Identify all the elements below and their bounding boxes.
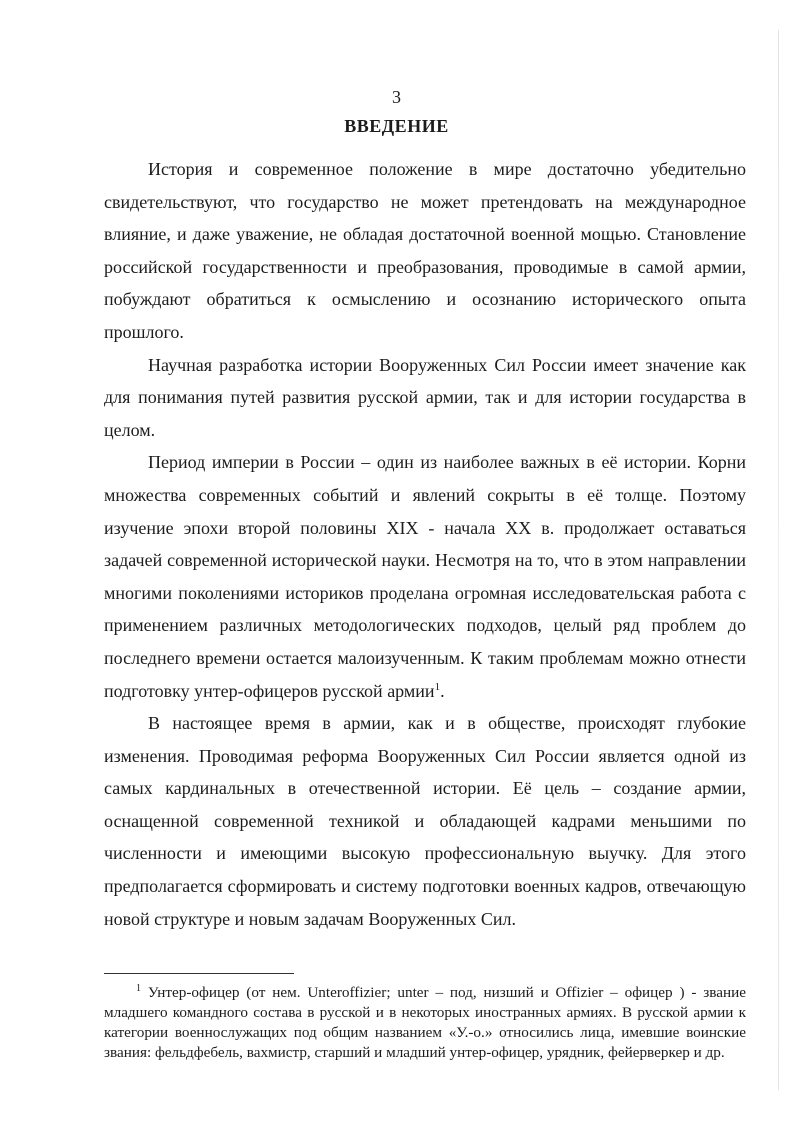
paragraph-2-text: Научная разработка истории Вооруженных Сил России имеет значение как для понимания путей развития русской армии, так и для истории государства в целом. [104, 354, 746, 440]
paragraph-3-text: Период империи в России – один из наиболее важных в её истории. Корни множества современных событий и явлений сокрыты в её толще. Поэтому изучение эпохи второй половины XIX - начала XX в. продолжает оставаться задачей современной исторической науки. Несмотря на то, что в этом направлении многими поколениями историков проделана огромная исследовательская работа с применением различных методологических подходов, целый ряд проблем до последнего времени остается малоизученным. К таким проблемам можно отнести подготовку унтер-офицеров русской армии [104, 452, 746, 701]
paragraph-1 [104, 153, 746, 349]
page-number: 3 [392, 87, 401, 107]
footnote-divider [104, 973, 294, 974]
section-heading: ВВЕДЕНИЕ [344, 116, 449, 136]
paragraph-2 [104, 349, 746, 447]
scan-edge-line [778, 30, 779, 1090]
body-text [104, 153, 746, 935]
footnote-reference: 1 [434, 680, 441, 693]
paragraph-3-tail: . [440, 680, 445, 701]
footnote [104, 983, 746, 1063]
footnote-text: Унтер-офицер (от нем. Unteroffizier; unter – под, низший и Offizier – офицер ) - звание младшего командного состава в русской и в некоторых иностранных армиях. В русской армии к категории военнослужащих под общим названием «У.-о.» относились лица, имевшие воинские звания: фельдфебель, вахмистр, старший и младший унтер-офицер, урядник, фейерверкер и др. [104, 984, 746, 1061]
footnote-marker: 1 [136, 983, 141, 994]
paragraph-4-text: В настоящее время в армии, как и в обществе, происходят глубокие изменения. Проводимая реформа Вооруженных Сил России является одной из самых кардинальных в отечественной истории. Её цель – создание армии, оснащенной современной техникой и обладающей кадрами меньшими по численности и имеющими высокую профессиональную выучку. Для этого предполагается сформировать и систему подготовки военных кадров, отвечающую новой структуре и новым задачам Вооруженных Сил. [104, 713, 746, 929]
paragraph-1-text: История и современное положение в мире достаточно убедительно свидетельствуют, что государство не может претендовать на международное влияние, и даже уважение, не обладая достаточной военной мощью. Становление российской государственности и преобразования, проводимые в самой армии, побуждают обратиться к осмыслению и осознанию исторического опыта прошлого. [104, 159, 746, 342]
paragraph-3 [104, 446, 746, 707]
paragraph-4 [104, 707, 746, 935]
